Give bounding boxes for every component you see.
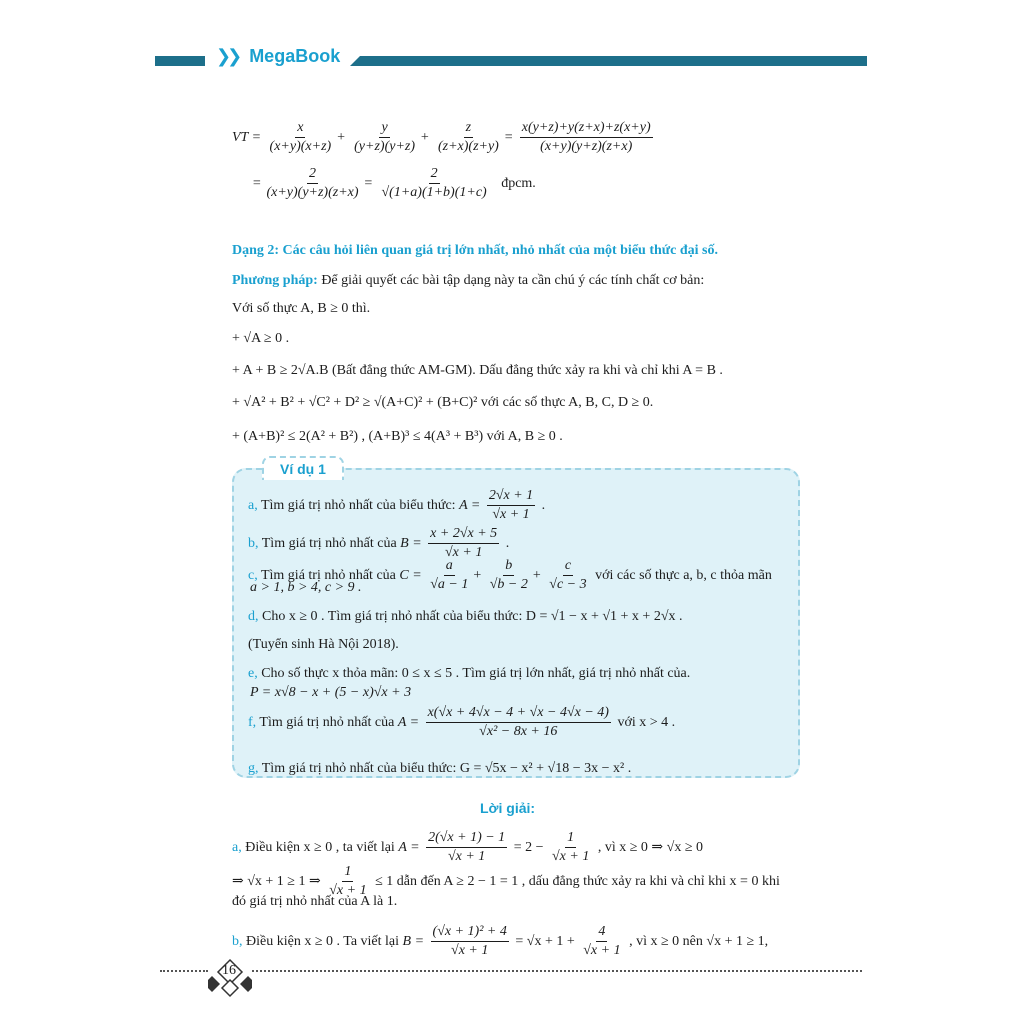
page-number-badge: [208, 958, 252, 998]
property-3: + √A² + B² + √C² + D² ≥ √(A+C)² + (B+C)² với các số thực A, B, C, D ≥ 0.: [232, 395, 654, 410]
example-e: e, Cho số thực x thỏa mãn: 0 ≤ x ≤ 5 . Tìm giá trị lớn nhất, giá trị nhỏ nhất của.: [248, 666, 691, 681]
section-heading: Dạng 2: Các câu hỏi liên quan giá trị lớn nhất, nhỏ nhất của một biểu thức đại số.: [232, 243, 719, 258]
example-g: g, Tìm giá trị nhỏ nhất của biểu thức: G = √5x − x² + √18 − 3x − x² .: [248, 761, 632, 776]
brand-logo: [216, 46, 340, 67]
example-c: c, Tìm giá trị nhỏ nhất của C = $\frac{a}{√a - 1}$ + $\frac{b}{√b - 2}$ + $\frac{c}{√c - 3}$ với các số thực a, b, c thỏa mãn: [248, 558, 772, 593]
example-title: Ví dụ 1: [280, 461, 326, 477]
vt-equation: VT = $\frac{x}{(x+y)(x+z)}$ + $\frac{y}{(y+z)(y+z)}$ + $\frac{z}{(z+x)(z+y)}$ = $\frac{x(y+z)+y(z+x)+z(x+y)}{(x+y)(y+z)(z+x)}$: [232, 120, 651, 155]
example-a: a, Tìm giá trị nhỏ nhất của biểu thức: A = $\frac{2√x + 1}{√x + 1}$ .: [248, 488, 546, 523]
solution-b-line1: b, Điều kiện x ≥ 0 . Ta viết lại B = $\frac{\text{(√x + 1)² + 4}}{√x + 1}$ = √x + 1 + $\frac{4}{√x + 1}$ , vì x ≥ 0 nên √x + 1 ≥ 1,: [232, 924, 769, 959]
example-e-expression: P = x√8 − x + (5 − x)√x + 3: [250, 685, 412, 700]
property-2: + A + B ≥ 2√A.B (Bất đẳng thức AM-GM). Dấu đẳng thức xảy ra khi và chỉ khi A = B .: [232, 363, 723, 378]
solution-a-line2: ⇒ √x + 1 ≥ 1 ⇒ $\frac{1}{√x + 1}$ ≤ 1 dẫn đến A ≥ 2 − 1 = 1 , dấu đẳng thức xảy ra khi và chỉ khi x = 0 khi: [232, 864, 780, 899]
solution-title: Lời giải:: [480, 800, 536, 816]
solution-a-line3: đó giá trị nhỏ nhất của A là 1.: [232, 894, 398, 909]
example-f: f, Tìm giá trị nhỏ nhất của A = $\frac{x(√x + 4√x - 4 + √x - 4√x - 4)}{\text{√x² − 8x + 16}}$ với x > 4 .: [248, 705, 676, 740]
footer-dotted-line-right: [252, 970, 862, 972]
example-title-tab: [262, 456, 344, 480]
logo-icon: ❯❯: [216, 46, 239, 66]
example-b: b, Tìm giá trị nhỏ nhất của B = $\frac{x + 2√x + 5}{√x + 1}$ .: [248, 526, 510, 561]
example-d-source: (Tuyển sinh Hà Nội 2018).: [248, 637, 399, 652]
solution-a-line1: a, Điều kiện x ≥ 0 , ta viết lại A = $\frac{2(√x + 1) - 1}{√x + 1}$ = 2 − $\frac{1}{√x + 1}$ , vì x ≥ 0 ⇒ √x ≥ 0: [232, 830, 704, 865]
brand-name: MegaBook: [249, 46, 341, 66]
vt-equation-line2: = $\frac{2}{(x+y)(y+z)(z+x)}$ = $\frac{2}{√(1+a)(1+b)(1+c)}$ đpcm.: [252, 166, 536, 201]
example-d: d, Cho x ≥ 0 . Tìm giá trị nhỏ nhất của biểu thức: D = √1 − x + √1 + x + 2√x .: [248, 609, 683, 624]
property-1: + √A ≥ 0 .: [232, 331, 290, 346]
example-c-condition: a > 1, b > 4, c > 9 .: [250, 580, 362, 595]
property-4: + (A+B)² ≤ 2(A² + B²) , (A+B)³ ≤ 4(A³ + B³) với A, B ≥ 0 .: [232, 429, 563, 444]
with-real: Với số thực A, B ≥ 0 thì.: [232, 301, 371, 316]
method-line: Phương pháp: Để giải quyết các bài tập dạng này ta cần chú ý các tính chất cơ bản:: [232, 273, 705, 288]
footer-dotted-line-left: [160, 970, 208, 972]
page-number: 16: [222, 963, 236, 978]
